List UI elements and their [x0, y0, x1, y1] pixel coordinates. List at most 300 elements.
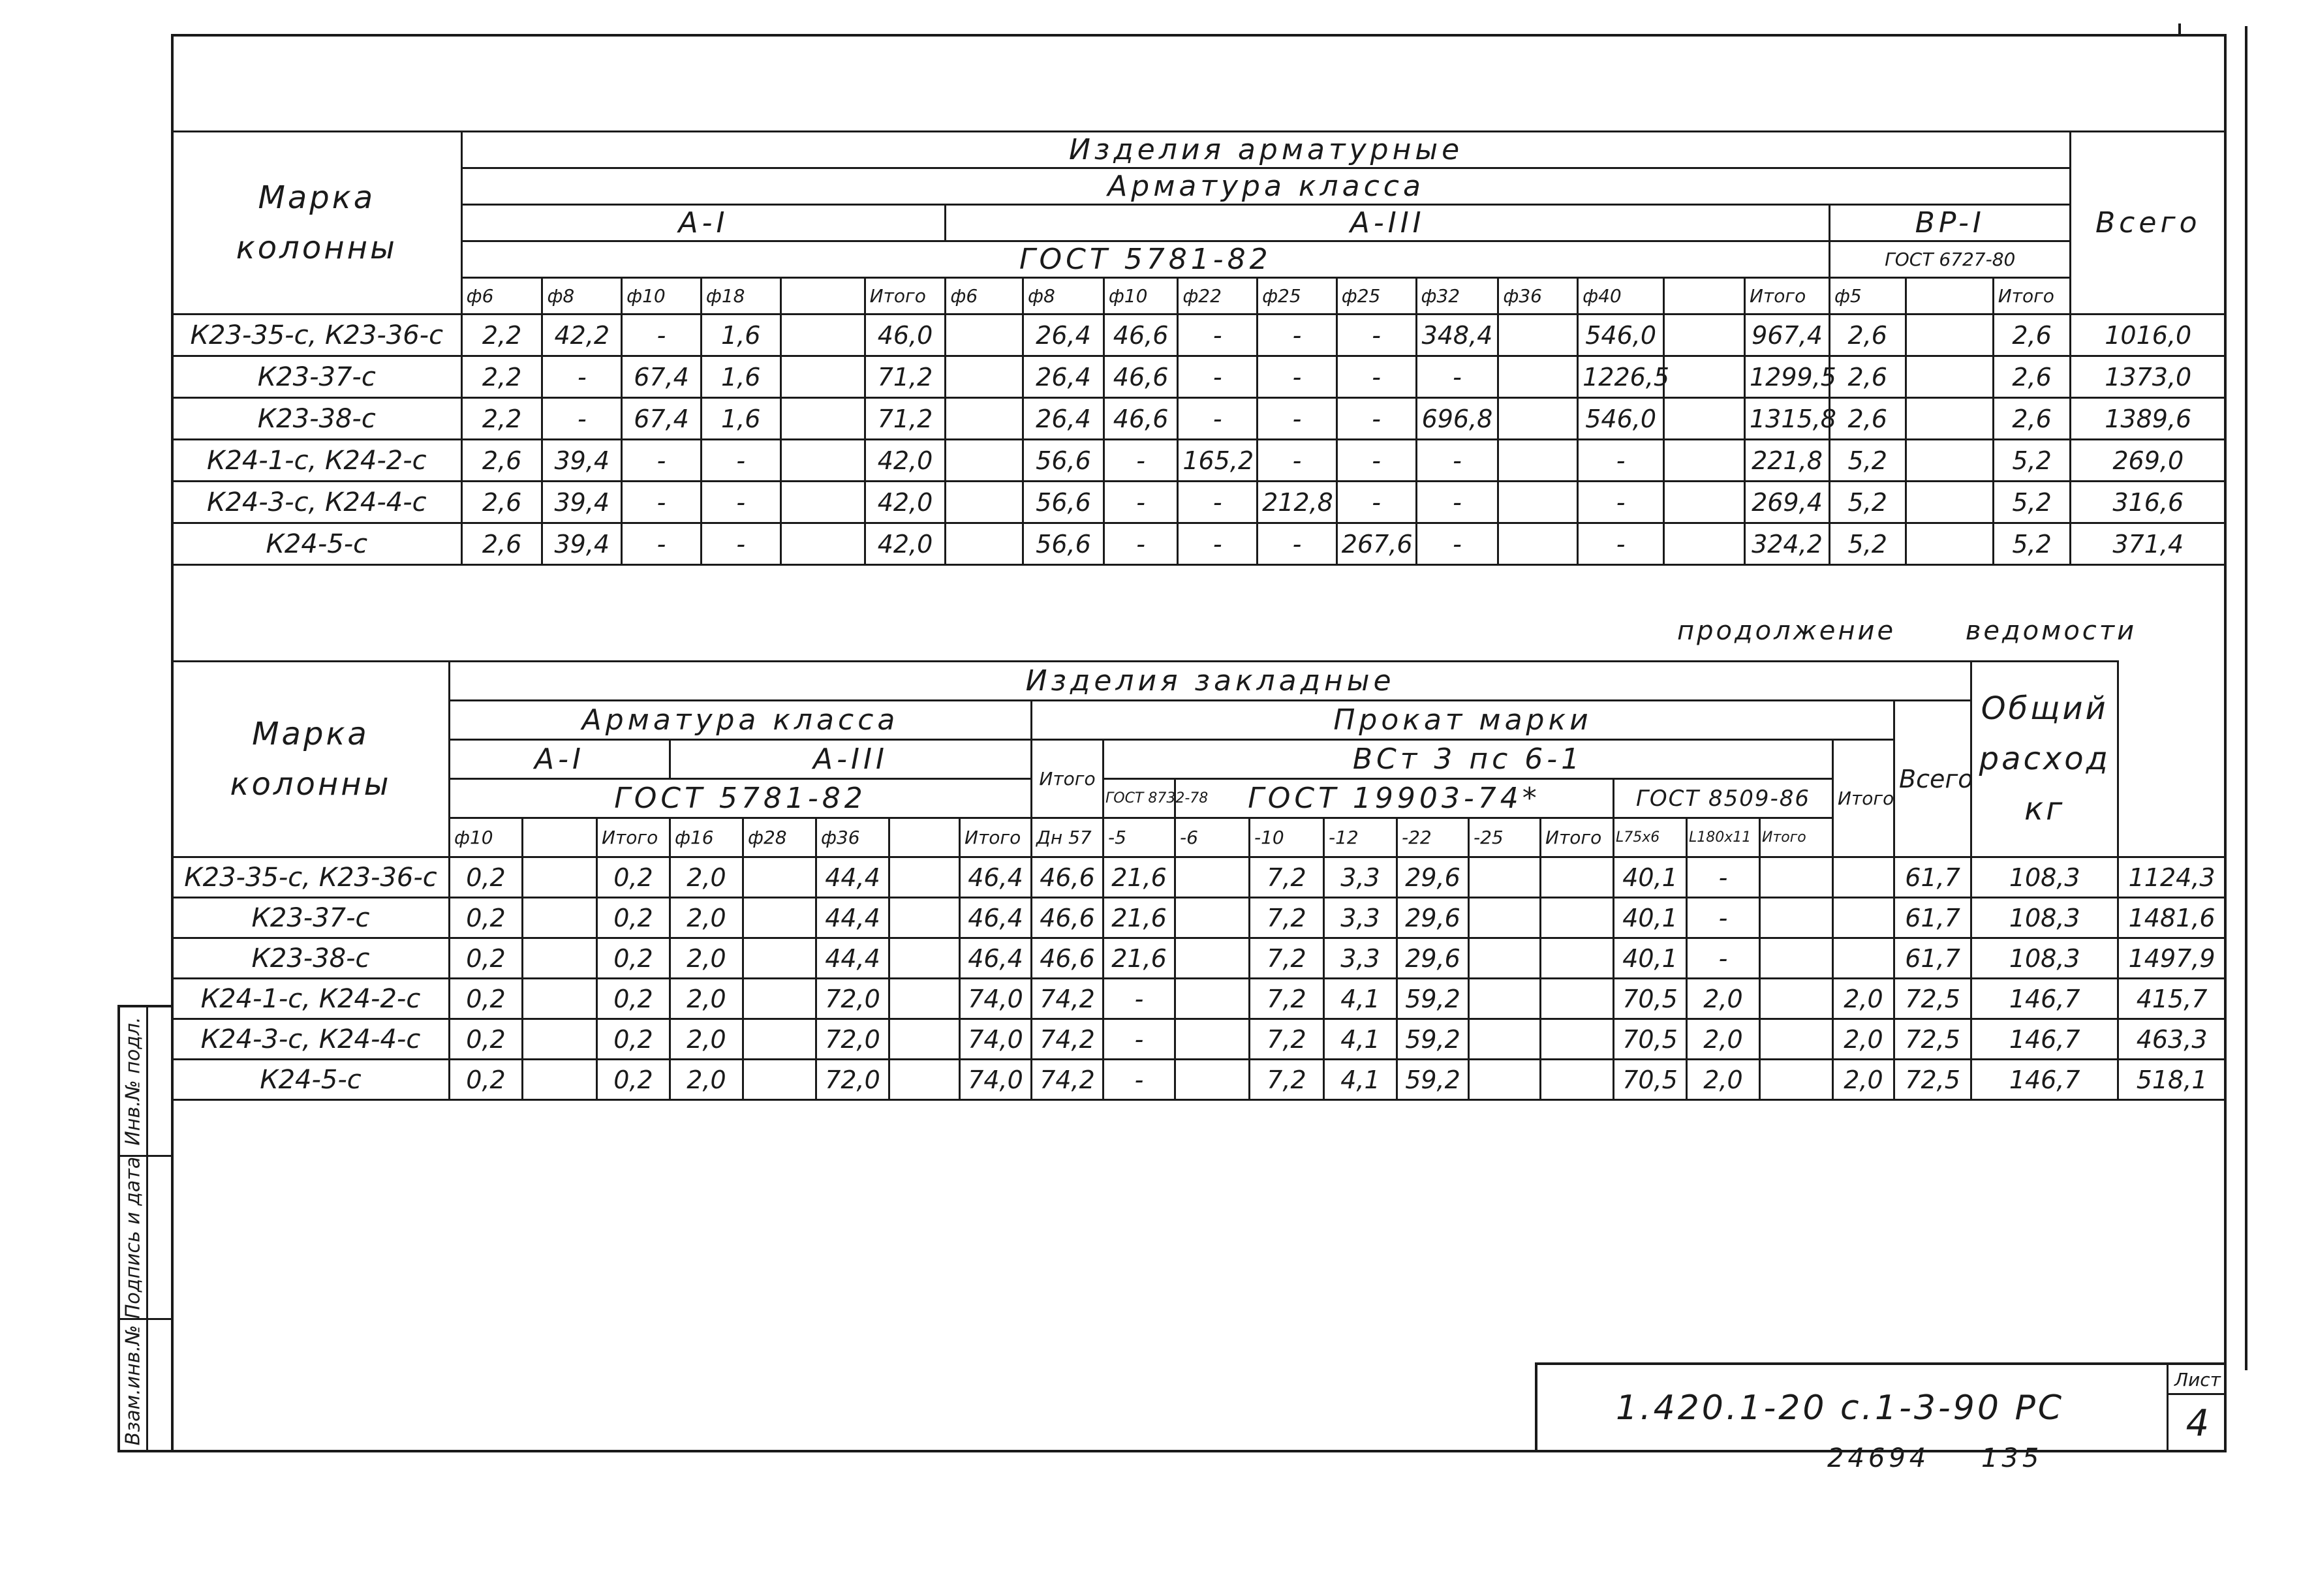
data-cell: [1469, 898, 1541, 938]
document-code: 1.420.1-20 с.1-3-90 РС: [1616, 1389, 2065, 1428]
total-cell: 1389,6: [2071, 398, 2226, 440]
data-cell: -: [1416, 482, 1498, 523]
data-cell: 46,6: [1032, 938, 1104, 979]
data-cell: 26,4: [1023, 315, 1104, 356]
data-cell: 59,2: [1397, 1019, 1469, 1060]
column-header: Итого: [865, 278, 946, 315]
data-cell: 42,0: [865, 523, 946, 565]
data-cell: 4,1: [1324, 1019, 1397, 1060]
data-cell: -: [1578, 523, 1664, 565]
data-cell: 74,0: [960, 979, 1032, 1019]
column-header: L75х6: [1614, 818, 1687, 857]
data-cell: 56,6: [1023, 523, 1104, 565]
data-cell: 5,2: [1993, 440, 2071, 482]
column-mark-cell: К23-35-с, К23-36-с: [172, 315, 462, 356]
data-cell: [889, 898, 960, 938]
data-cell: 3,3: [1324, 938, 1397, 979]
data-cell: 7,2: [1250, 1060, 1324, 1100]
column-header: ф10: [450, 818, 523, 857]
data-cell: 5,2: [1829, 440, 1906, 482]
data-cell: [889, 1060, 960, 1100]
gost-19903-header: ГОСТ 19903-74*: [1175, 779, 1614, 818]
column-header: ф8: [1023, 278, 1104, 315]
data-cell: [523, 938, 597, 979]
data-cell: [946, 440, 1023, 482]
footer-number-1: 24694: [1827, 1443, 1930, 1473]
column-header: Итого: [1744, 278, 1829, 315]
prokat-marki-header: Прокат марки: [1032, 701, 1894, 740]
column-header: ф10: [1104, 278, 1177, 315]
data-cell: -: [1104, 1060, 1175, 1100]
total-cell: 371,4: [2071, 523, 2226, 565]
data-cell: 2,2: [461, 315, 542, 356]
data-cell: 56,6: [1023, 482, 1104, 523]
data-cell: 269,4: [1744, 482, 1829, 523]
data-cell: 2,0: [1687, 1060, 1760, 1100]
data-cell: [1498, 315, 1578, 356]
data-cell: 0,2: [450, 938, 523, 979]
data-cell: [780, 315, 865, 356]
data-cell: [889, 938, 960, 979]
data-cell: 2,0: [670, 898, 743, 938]
data-cell: -: [1336, 315, 1416, 356]
data-cell: -: [1258, 315, 1337, 356]
side-stamp: [117, 1005, 174, 1452]
column-header: Дн 57: [1032, 818, 1104, 857]
total-cell: 1016,0: [2071, 315, 2226, 356]
data-cell: -: [701, 523, 780, 565]
data-cell: 46,6: [1104, 398, 1177, 440]
data-cell: [1760, 1060, 1833, 1100]
data-cell: [1498, 398, 1578, 440]
vsego-header-2: Всего: [1894, 701, 1971, 857]
data-cell: [1760, 857, 1833, 898]
armatura-klassa-header: Арматура класса: [461, 168, 2071, 205]
embedded-products-table: [171, 660, 2227, 1101]
data-cell: 1299,5: [1744, 356, 1829, 398]
data-cell: 3,3: [1324, 857, 1397, 898]
data-cell: -: [1258, 398, 1337, 440]
data-cell: -: [1178, 315, 1258, 356]
data-cell: [1541, 979, 1614, 1019]
column-mark-cell: К24-5-с: [172, 523, 462, 565]
marka-header-2: Марка колонны: [172, 662, 450, 857]
data-cell: [1664, 523, 1745, 565]
data-cell: 2,0: [670, 979, 743, 1019]
data-cell: 546,0: [1578, 315, 1664, 356]
data-cell: 70,5: [1614, 979, 1687, 1019]
data-cell: [1664, 356, 1745, 398]
data-cell: 72,0: [816, 1019, 889, 1060]
column-header: [780, 278, 865, 315]
data-cell: 108,3: [1971, 898, 2118, 938]
column-header: ф22: [1178, 278, 1258, 315]
column-header: ф16: [670, 818, 743, 857]
continuation-word-1: продолжение: [1677, 616, 1896, 646]
data-cell: [1664, 482, 1745, 523]
data-cell: 4,1: [1324, 1060, 1397, 1100]
data-cell: 967,4: [1744, 315, 1829, 356]
sheet-label: Лист: [2169, 1365, 2227, 1395]
continuation-word-2: ведомости: [1965, 616, 2137, 646]
data-cell: 29,6: [1397, 898, 1469, 938]
data-cell: [1541, 898, 1614, 938]
total-cell: 518,1: [2118, 1060, 2226, 1100]
data-cell: 2,0: [1687, 1019, 1760, 1060]
data-cell: [1541, 1019, 1614, 1060]
column-mark-cell: К23-37-с: [172, 898, 450, 938]
data-cell: [780, 523, 865, 565]
data-cell: 7,2: [1250, 857, 1324, 898]
data-cell: [1906, 482, 1993, 523]
table-row: [172, 979, 2226, 1019]
data-cell: 21,6: [1104, 857, 1175, 898]
data-cell: 71,2: [865, 356, 946, 398]
data-cell: 2,6: [1829, 398, 1906, 440]
data-cell: [1664, 315, 1745, 356]
data-cell: 2,6: [1993, 398, 2071, 440]
data-cell: 146,7: [1971, 979, 2118, 1019]
data-cell: 146,7: [1971, 1060, 2118, 1100]
table-row: [172, 857, 2226, 898]
stamp-cell-replace: [120, 1318, 174, 1450]
data-cell: -: [1336, 356, 1416, 398]
column-mark-cell: К24-3-с, К24-4-с: [172, 1019, 450, 1060]
data-cell: [1469, 1060, 1541, 1100]
data-cell: [523, 1060, 597, 1100]
data-cell: [1498, 440, 1578, 482]
data-cell: 0,2: [450, 1060, 523, 1100]
data-cell: -: [1336, 482, 1416, 523]
data-cell: [1906, 315, 1993, 356]
column-header: -6: [1175, 818, 1250, 857]
data-cell: 0,2: [597, 857, 670, 898]
data-cell: 71,2: [865, 398, 946, 440]
data-cell: 74,2: [1032, 979, 1104, 1019]
data-cell: 2,6: [461, 482, 542, 523]
data-cell: 74,2: [1032, 1019, 1104, 1060]
data-cell: 72,5: [1894, 1060, 1971, 1100]
table-row: [172, 440, 2226, 482]
data-cell: 42,2: [542, 315, 622, 356]
data-cell: -: [1687, 898, 1760, 938]
data-cell: 7,2: [1250, 898, 1324, 938]
class-a3-header-2: A-III: [670, 740, 1032, 779]
data-cell: [889, 1019, 960, 1060]
sheet-number: 4: [2185, 1402, 2210, 1445]
table-row: [172, 523, 2226, 565]
data-cell: -: [1104, 1019, 1175, 1060]
data-cell: -: [622, 482, 702, 523]
data-cell: 1,6: [701, 356, 780, 398]
data-cell: [1760, 1019, 1833, 1060]
data-cell: 61,7: [1894, 938, 1971, 979]
data-cell: [1833, 857, 1894, 898]
data-cell: 46,4: [960, 898, 1032, 938]
data-cell: 7,2: [1250, 1019, 1324, 1060]
data-cell: [743, 1060, 816, 1100]
data-cell: 2,6: [1993, 356, 2071, 398]
table-row: [172, 1060, 2226, 1100]
column-header: ф5: [1829, 278, 1906, 315]
data-cell: [1541, 938, 1614, 979]
data-cell: 39,4: [542, 440, 622, 482]
data-cell: 1,6: [701, 398, 780, 440]
data-cell: [1906, 398, 1993, 440]
data-cell: [1469, 857, 1541, 898]
data-cell: [946, 356, 1023, 398]
data-cell: [1541, 1060, 1614, 1100]
column-header: L180х11: [1687, 818, 1760, 857]
data-cell: -: [1578, 482, 1664, 523]
data-cell: [1469, 1019, 1541, 1060]
data-cell: 267,6: [1336, 523, 1416, 565]
data-cell: [523, 898, 597, 938]
data-cell: -: [1178, 356, 1258, 398]
data-cell: 74,0: [960, 1060, 1032, 1100]
data-cell: [1469, 979, 1541, 1019]
data-cell: 2,0: [1687, 979, 1760, 1019]
data-cell: 2,2: [461, 356, 542, 398]
data-cell: [1498, 523, 1578, 565]
data-cell: -: [1178, 398, 1258, 440]
data-cell: 546,0: [1578, 398, 1664, 440]
column-header: Итого: [960, 818, 1032, 857]
data-cell: 2,6: [1829, 315, 1906, 356]
data-cell: [743, 898, 816, 938]
data-cell: 39,4: [542, 482, 622, 523]
data-cell: 1226,5: [1578, 356, 1664, 398]
data-cell: 61,7: [1894, 898, 1971, 938]
data-cell: 46,4: [960, 857, 1032, 898]
data-cell: 5,2: [1993, 523, 2071, 565]
table-row: [172, 938, 2226, 979]
data-cell: [946, 523, 1023, 565]
data-cell: 59,2: [1397, 979, 1469, 1019]
data-cell: -: [1104, 482, 1177, 523]
data-cell: 0,2: [597, 1019, 670, 1060]
total-cell: 1124,3: [2118, 857, 2226, 898]
data-cell: [1175, 1060, 1250, 1100]
column-mark-cell: К23-38-с: [172, 938, 450, 979]
data-cell: 56,6: [1023, 440, 1104, 482]
data-cell: [523, 857, 597, 898]
title-block: [1535, 1362, 2227, 1452]
data-cell: -: [701, 482, 780, 523]
itogo-armatura-header: Итого: [1032, 740, 1104, 818]
data-cell: 74,0: [960, 1019, 1032, 1060]
data-cell: [1175, 1019, 1250, 1060]
data-cell: 26,4: [1023, 356, 1104, 398]
data-cell: -: [1336, 398, 1416, 440]
stamp-label-inv: Инв.№ подл.: [121, 1017, 145, 1146]
data-cell: -: [542, 356, 622, 398]
gost-5781-header: ГОСТ 5781-82: [461, 241, 1829, 278]
data-cell: [780, 440, 865, 482]
data-cell: -: [1687, 857, 1760, 898]
column-header: ф6: [946, 278, 1023, 315]
data-cell: 2,6: [461, 440, 542, 482]
table-row: [172, 356, 2226, 398]
data-cell: 0,2: [597, 1060, 670, 1100]
column-header: Итого: [1541, 818, 1614, 857]
data-cell: 44,4: [816, 898, 889, 938]
gost-6727-header: ГОСТ 6727-80: [1829, 241, 2071, 278]
data-cell: 21,6: [1104, 938, 1175, 979]
data-cell: 72,5: [1894, 979, 1971, 1019]
total-cell: 415,7: [2118, 979, 2226, 1019]
total-cell: 1373,0: [2071, 356, 2226, 398]
data-cell: 696,8: [1416, 398, 1498, 440]
data-cell: [1760, 979, 1833, 1019]
frame-tick-mark: [2178, 23, 2181, 37]
column-header: ф40: [1578, 278, 1664, 315]
gost-8509-header: ГОСТ 8509-86: [1614, 779, 1833, 818]
table-row: [172, 398, 2226, 440]
column-mark-cell: К23-37-с: [172, 356, 462, 398]
data-cell: 1,6: [701, 315, 780, 356]
column-mark-cell: К23-35-с, К23-36-с: [172, 857, 450, 898]
data-cell: 61,7: [1894, 857, 1971, 898]
column-header: Итого: [597, 818, 670, 857]
data-cell: 42,0: [865, 440, 946, 482]
data-cell: 2,6: [1993, 315, 2071, 356]
stamp-label-signature: Подпись и дата: [121, 1156, 145, 1319]
total-cell: 269,0: [2071, 440, 2226, 482]
data-cell: 5,2: [1993, 482, 2071, 523]
data-cell: 70,5: [1614, 1019, 1687, 1060]
total-cell: 463,3: [2118, 1019, 2226, 1060]
data-cell: 0,2: [450, 857, 523, 898]
data-cell: 108,3: [1971, 857, 2118, 898]
data-cell: 2,6: [461, 523, 542, 565]
data-cell: 70,5: [1614, 1060, 1687, 1100]
data-cell: -: [1104, 979, 1175, 1019]
data-cell: 59,2: [1397, 1060, 1469, 1100]
data-cell: [1760, 938, 1833, 979]
column-header: ф36: [1498, 278, 1578, 315]
data-cell: 74,2: [1032, 1060, 1104, 1100]
class-a3-header: A-III: [946, 205, 1830, 241]
data-cell: 46,4: [960, 938, 1032, 979]
data-cell: 21,6: [1104, 898, 1175, 938]
data-cell: 46,6: [1104, 356, 1177, 398]
data-cell: 0,2: [450, 898, 523, 938]
data-cell: 29,6: [1397, 938, 1469, 979]
data-cell: -: [1104, 523, 1177, 565]
data-cell: 44,4: [816, 938, 889, 979]
data-cell: -: [701, 440, 780, 482]
data-cell: 67,4: [622, 398, 702, 440]
data-cell: -: [1578, 440, 1664, 482]
column-mark-cell: К23-38-с: [172, 398, 462, 440]
data-cell: -: [622, 440, 702, 482]
marka-header: Марка колонны: [172, 132, 462, 315]
sheet-box: [2167, 1365, 2227, 1452]
data-cell: [1760, 898, 1833, 938]
column-header: -10: [1250, 818, 1324, 857]
data-cell: 0,2: [597, 979, 670, 1019]
data-cell: [780, 356, 865, 398]
table-row: [172, 898, 2226, 938]
column-header: ф10: [622, 278, 702, 315]
data-cell: -: [1416, 356, 1498, 398]
obshchiy-rashod-header: Общий расход кг: [1971, 662, 2118, 857]
column-header: ф6: [461, 278, 542, 315]
data-cell: 0,2: [597, 898, 670, 938]
data-cell: -: [622, 315, 702, 356]
continuation-note: [1677, 616, 2147, 655]
data-cell: 44,4: [816, 857, 889, 898]
data-cell: [523, 979, 597, 1019]
data-cell: [1175, 979, 1250, 1019]
steel-grade-header: ВСт 3 пс 6-1: [1104, 740, 1833, 779]
column-mark-cell: К24-1-с, К24-2-с: [172, 440, 462, 482]
total-cell: 316,6: [2071, 482, 2226, 523]
data-cell: [946, 398, 1023, 440]
data-cell: 348,4: [1416, 315, 1498, 356]
stamp-label-replace: Взам.инв.№: [121, 1325, 145, 1445]
data-cell: 39,4: [542, 523, 622, 565]
data-cell: [889, 979, 960, 1019]
column-mark-cell: К24-1-с, К24-2-с: [172, 979, 450, 1019]
data-cell: 46,6: [1032, 857, 1104, 898]
data-cell: [780, 398, 865, 440]
data-cell: [889, 857, 960, 898]
data-cell: 165,2: [1178, 440, 1258, 482]
column-header: ф8: [542, 278, 622, 315]
column-header: -25: [1469, 818, 1541, 857]
data-cell: -: [1178, 523, 1258, 565]
column-header: ф36: [816, 818, 889, 857]
data-cell: -: [1258, 440, 1337, 482]
data-cell: 72,5: [1894, 1019, 1971, 1060]
data-cell: -: [1687, 938, 1760, 979]
data-cell: 40,1: [1614, 898, 1687, 938]
total-cell: 1497,9: [2118, 938, 2226, 979]
data-cell: 7,2: [1250, 938, 1324, 979]
armature-products-table: [171, 130, 2227, 566]
data-cell: 72,0: [816, 979, 889, 1019]
data-cell: [1664, 440, 1745, 482]
data-cell: [1498, 482, 1578, 523]
data-cell: -: [1258, 523, 1337, 565]
data-cell: 40,1: [1614, 938, 1687, 979]
data-cell: -: [622, 523, 702, 565]
column-header: ф25: [1258, 278, 1337, 315]
data-cell: [743, 938, 816, 979]
column-header: [889, 818, 960, 857]
stamp-cell-inv: [120, 1007, 174, 1155]
data-cell: -: [1104, 440, 1177, 482]
data-cell: [1833, 938, 1894, 979]
data-cell: 2,0: [670, 1019, 743, 1060]
data-cell: 46,6: [1104, 315, 1177, 356]
vsego-header: Всего: [2071, 132, 2226, 315]
data-cell: [1175, 898, 1250, 938]
data-cell: [1469, 938, 1541, 979]
data-cell: 0,2: [597, 938, 670, 979]
data-cell: 5,2: [1829, 482, 1906, 523]
data-cell: [1906, 440, 1993, 482]
table2-title: Изделия закладные: [450, 662, 1971, 701]
data-cell: 1315,8: [1744, 398, 1829, 440]
class-a1-header-2: A-I: [450, 740, 670, 779]
data-cell: 46,6: [1032, 898, 1104, 938]
data-cell: 2,0: [1833, 1019, 1894, 1060]
data-cell: 67,4: [622, 356, 702, 398]
data-cell: -: [1178, 482, 1258, 523]
